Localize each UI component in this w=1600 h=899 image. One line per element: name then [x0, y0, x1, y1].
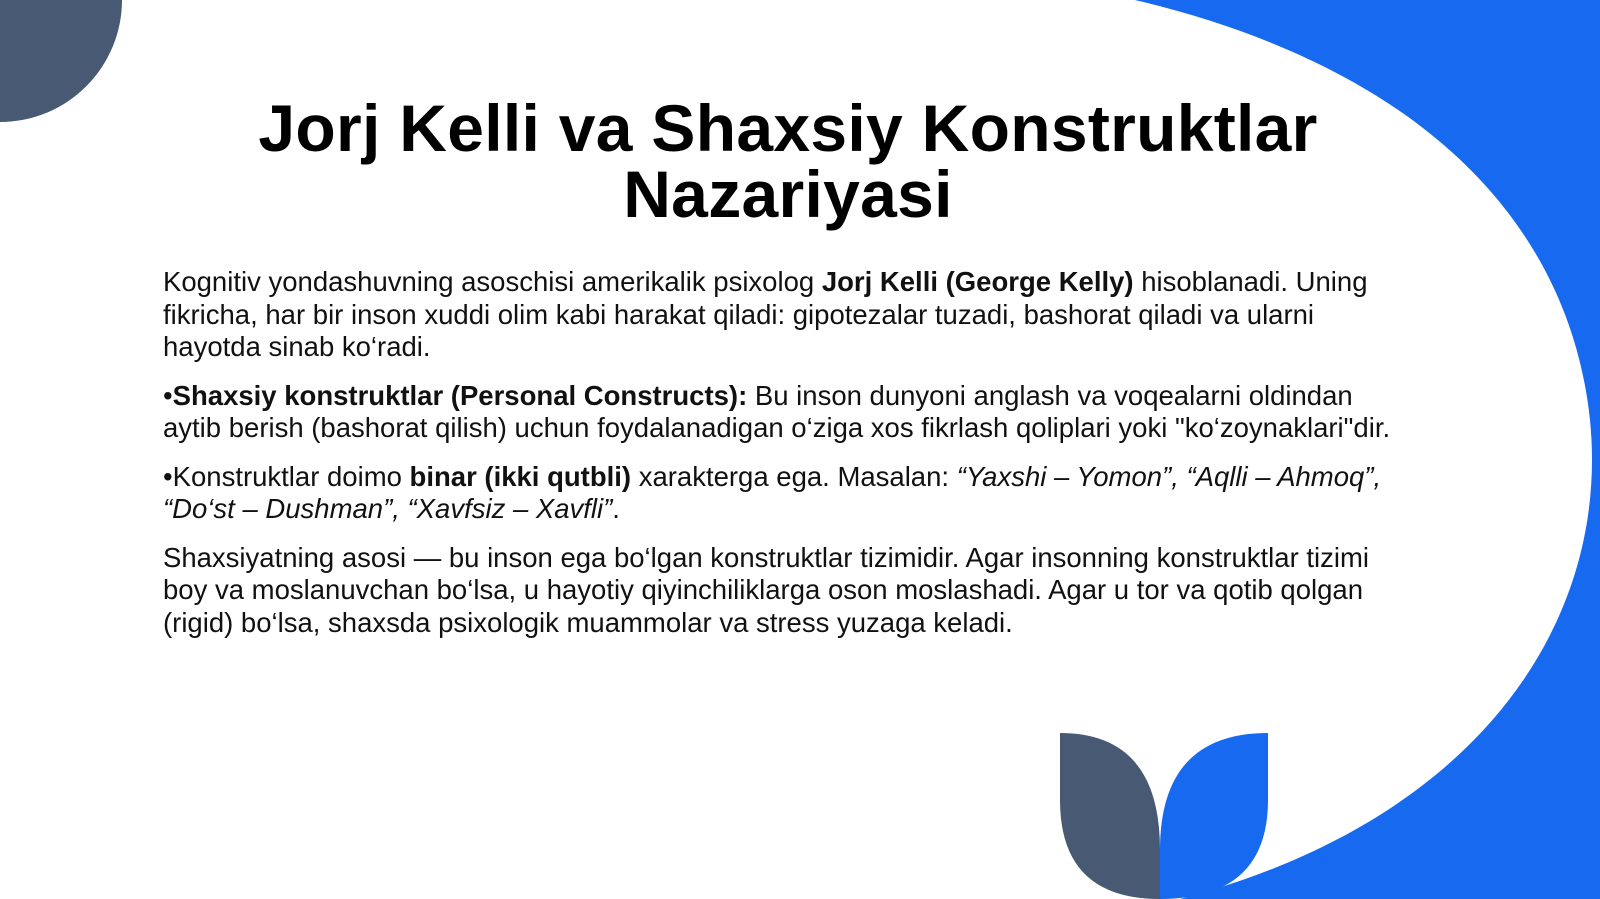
bullet-binary-constructs — [163, 461, 1413, 526]
bullet-bold-term: Shaxsiy konstruktlar (Personal Constructs): — [172, 379, 748, 411]
slide-body — [163, 266, 1413, 655]
bullet-italic-examples: “Yaxshi – Yomon”, “Aqlli – Ahmoq”, “Do‘st – Dushman”, “Xavfsiz – Xavfli” — [163, 460, 1382, 524]
slate-leaf-shape — [1060, 733, 1160, 899]
bullet-text-mid: xarakterga ega. Masalan: — [631, 460, 957, 492]
bullet-personal-constructs — [163, 380, 1413, 445]
intro-text: Kognitiv yondashuvning asoschisi amerikalik psixolog — [163, 266, 822, 297]
slide-title: Jorj Kelli va Shaxsiy Konstruktlar Nazariyasi — [258, 91, 1318, 231]
bullet-bold-term: binar (ikki qutbli) — [409, 460, 632, 492]
intro-rest: hisoblanadi. Uning fikricha, har bir inson xuddi olim kabi harakat qiladi: gipotezalar tuzadi, bashorat qiladi va ularni hayotda sinab ko‘radi. — [163, 266, 1368, 362]
conclusion-paragraph: Shaxsiyatning asosi — bu inson ega bo‘lgan konstruktlar tizimidir. Agar insonning konstruktlar tizimi boy va moslanuvchan bo‘lsa, u hayotiy qiyinchiliklarga oson moslashadi. Agar u tor va qotib qolgan (rigid) bo‘lsa, shaxsda psixologik muammolar va stress yuzaga keladi. — [163, 541, 1370, 638]
corner-quarter-circle — [0, 0, 122, 122]
bullet-text-end: . — [612, 493, 620, 524]
bullet-mark: • — [163, 379, 173, 411]
bullet-text: Bu inson dunyoni anglash va voqealarni oldindan aytib berish (bashorat qilish) uchun foydalanadigan o‘ziga xos fikrlash qoliplari yoki "ko‘zoynaklari"dir. — [163, 379, 1391, 443]
blue-leaf-shape — [1160, 733, 1268, 899]
bullet-mark: • — [163, 460, 173, 492]
intro-paragraph — [163, 266, 1413, 364]
intro-bold-name: Jorj Kelli (George Kelly) — [821, 266, 1134, 297]
bullet-text-before: Konstruktlar doimo — [172, 460, 410, 492]
